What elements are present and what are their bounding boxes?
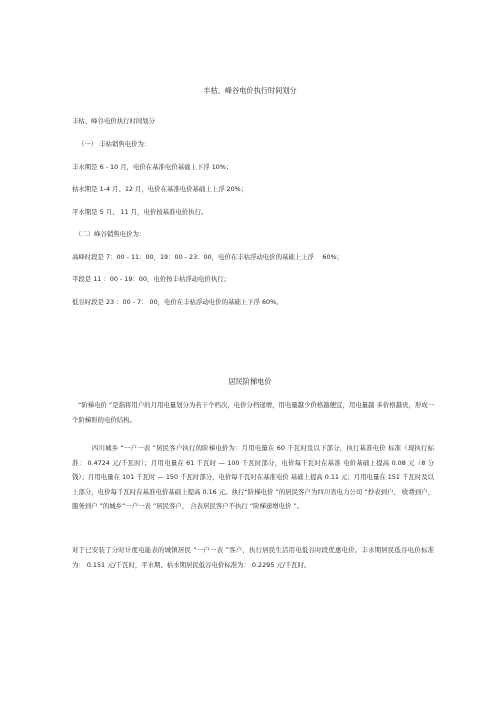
para-tiered-definition: “阶梯电价 ”是指将用户的月用电量划分为若干个档次，电价分档递增，用电量越少价格越便宜，用电量越 多价格越贵，形成一个阶梯形的电价结构。 <box>72 401 434 424</box>
heading-seasonal-tariff: （一） 丰枯销售电价为： <box>78 140 151 148</box>
line-normal-season: 平水期是 5 月、 11 月，电价按基准电价执行。 <box>72 208 208 216</box>
para-valley-discount: 对于已安装了分时计度电能表的城镇居民 “一户一表 ”客户，执行居民生活用电低谷时段优惠电价。丰水期居民低谷电价标准为： 0.151 元/千瓦时，平水期、枯水期居民低谷电价标准为： 0.2295 元/千瓦时。 <box>72 546 434 569</box>
line-dry-season: 枯水期是 1-4 月、12 月，电价在基准电价基础上上浮 20%； <box>72 185 248 193</box>
line-wet-season: 丰水期是 6 - 10 月，电价在基准电价基础上下浮 10%； <box>72 163 233 171</box>
section1-title: 丰枯、峰谷电价执行时间划分 <box>203 86 297 95</box>
section1-subtitle: 丰枯、峰谷电价执行时间划分 <box>72 117 156 125</box>
para-sichuan-tiers: 四川城乡 “一户一表 ”居民客户执行的阶梯电价为：月用电量在 60 千瓦时及以下部分，执行基准电价 标准（现执行标准： 0.4724 元/千瓦时）；月用电量在 61 千瓦时 — 100 千瓦时部分，电价每千瓦时在基准 电价基础上提高 0.08 元（8 分钱）；月用电量在 101 千瓦时 — 150 千瓦时部分，电价每千瓦时在基准电价 基础上提高 0.11 元；月用电量在 151 千瓦时及以上部分，电价每千瓦时在基准电价基础上提高 0.16 元。执行“阶梯电价 ”的居民客户为四川省电力公司 “抄表到户、 收费到户、服务到户 ”的城乡“一户一表 ”居民客户， 合表居民客户不执行 “阶梯递增电价 ”。 <box>72 444 434 510</box>
line-flat-period: 平段是 11 ：00 - 19：00，电价按丰枯浮动电价执行； <box>72 275 230 283</box>
line-valley-period: 低谷时段是 23 ：00 - 7： 00，电价在丰枯浮动电价的基础上下浮 60%。 <box>72 298 283 306</box>
line-peak-period: 高峰时段是 7：00 - 11：00，19：00 - 23：00，电价在丰枯浮动电价的基础上上浮 60%； <box>72 253 343 261</box>
section2-title: 居民阶梯电价 <box>228 377 272 386</box>
heading-time-of-use-tariff: （二）峰谷销售电价为： <box>75 230 146 238</box>
